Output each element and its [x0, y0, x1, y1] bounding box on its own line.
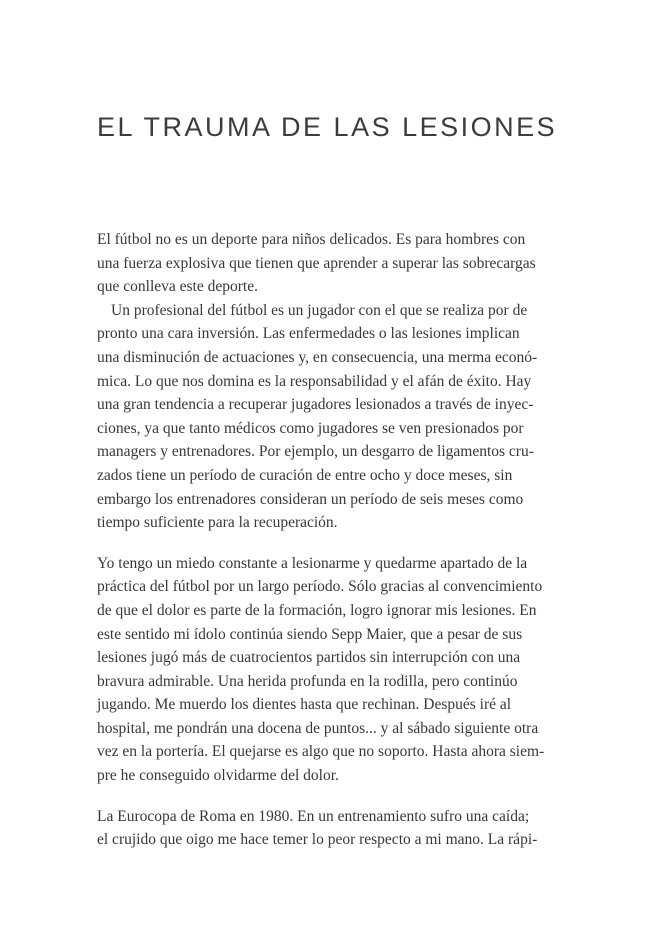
- text-line: [97, 488, 555, 512]
- paragraph: [97, 228, 555, 299]
- text-line: [97, 764, 555, 788]
- text-line: [97, 228, 555, 252]
- text-line-content: pre he conseguido olvidarme del dolor.: [97, 767, 339, 785]
- text-line-content: ciones, ya que tanto médicos como jugadores se ven presionados por: [97, 419, 524, 437]
- text-line-content: zados tiene un período de curación de entre ocho y doce meses, sin: [97, 466, 513, 484]
- text-block: [97, 228, 555, 852]
- text-line-content: una gran tendencia a recuperar jugadores lesionados a través de inyec-: [97, 396, 534, 414]
- text-line: [97, 299, 555, 323]
- text-line: [97, 275, 555, 299]
- text-line-content: el crujido que oigo me hace temer lo peor respecto a mi mano. La rápi-: [97, 831, 538, 849]
- text-line: [97, 646, 555, 670]
- text-line: [97, 440, 555, 464]
- text-line: [97, 252, 555, 276]
- text-line: [97, 575, 555, 599]
- paragraph: [97, 805, 555, 852]
- text-line-content: este sentido mi ídolo continúa siendo Sepp Maier, que a pesar de sus: [97, 625, 523, 643]
- text-line-content: La Eurocopa de Roma en 1980. En un entrenamiento sufro una caída;: [97, 807, 530, 825]
- text-line: [97, 393, 555, 417]
- text-line: [97, 623, 555, 647]
- text-line: [97, 828, 555, 852]
- text-line: [97, 464, 555, 488]
- text-line: [97, 717, 555, 741]
- text-line-content: mica. Lo que nos domina es la responsabilidad y el afán de éxito. Hay: [97, 372, 532, 390]
- chapter-title: EL TRAUMA DE LAS LESIONES: [97, 112, 558, 142]
- text-line-content: tiempo suficiente para la recuperación.: [97, 514, 338, 532]
- text-line: [97, 552, 555, 576]
- paragraph-gap: [97, 535, 555, 552]
- text-line-content: hospital, me pondrán una docena de puntos... y al sábado siguiente otra: [97, 719, 539, 737]
- text-line: [97, 322, 555, 346]
- text-line-content: bravura admirable. Una herida profunda en la rodilla, pero continúo: [97, 672, 518, 690]
- text-line-content: vez en la portería. El quejarse es algo que no soporto. Hasta ahora siem-: [97, 743, 545, 761]
- text-line: [97, 599, 555, 623]
- text-line-content: managers y entrenadores. Por ejemplo, un desgarro de ligamentos cru-: [97, 443, 534, 461]
- text-line: [97, 805, 555, 829]
- text-line: [97, 417, 555, 441]
- text-line: [97, 740, 555, 764]
- text-line-content: embargo los entrenadores consideran un período de seis meses como: [97, 490, 524, 508]
- text-line: [97, 370, 555, 394]
- text-line-content: una fuerza explosiva que tienen que aprender a superar las sobrecargas: [97, 254, 536, 272]
- text-line-content: Un profesional del fútbol es un jugador con el que se realiza por de: [111, 301, 528, 319]
- text-line-content: pronto una cara inversión. Las enfermedades o las lesiones implican: [97, 325, 520, 343]
- text-line: [97, 346, 555, 370]
- paragraph: [97, 299, 555, 535]
- text-line: [97, 670, 555, 694]
- paragraph: [97, 552, 555, 788]
- text-line-content: jugando. Me muerdo los dientes hasta que rechinan. Después iré al: [97, 696, 512, 714]
- text-line: [97, 511, 555, 535]
- text-line-content: El fútbol no es un deporte para niños delicados. Es para hombres con: [97, 231, 526, 248]
- paragraph-gap: [97, 788, 555, 805]
- text-line-content: una disminución de actuaciones y, en consecuencia, una merma econó-: [97, 348, 538, 366]
- text-line-content: Yo tengo un miedo constante a lesionarme y quedarme apartado de la: [97, 554, 528, 572]
- text-line-content: práctica del fútbol por un largo período. Sólo gracias al convencimiento: [97, 578, 543, 596]
- text-line: [97, 693, 555, 717]
- text-line-content: lesiones jugó más de cuatrocientos partidos sin interrupción con una: [97, 649, 521, 667]
- text-line-content: de que el dolor es parte de la formación, logro ignorar mis lesiones. En: [97, 601, 537, 619]
- page-content: [97, 112, 558, 852]
- text-line-content: que conlleva este deporte.: [97, 278, 258, 296]
